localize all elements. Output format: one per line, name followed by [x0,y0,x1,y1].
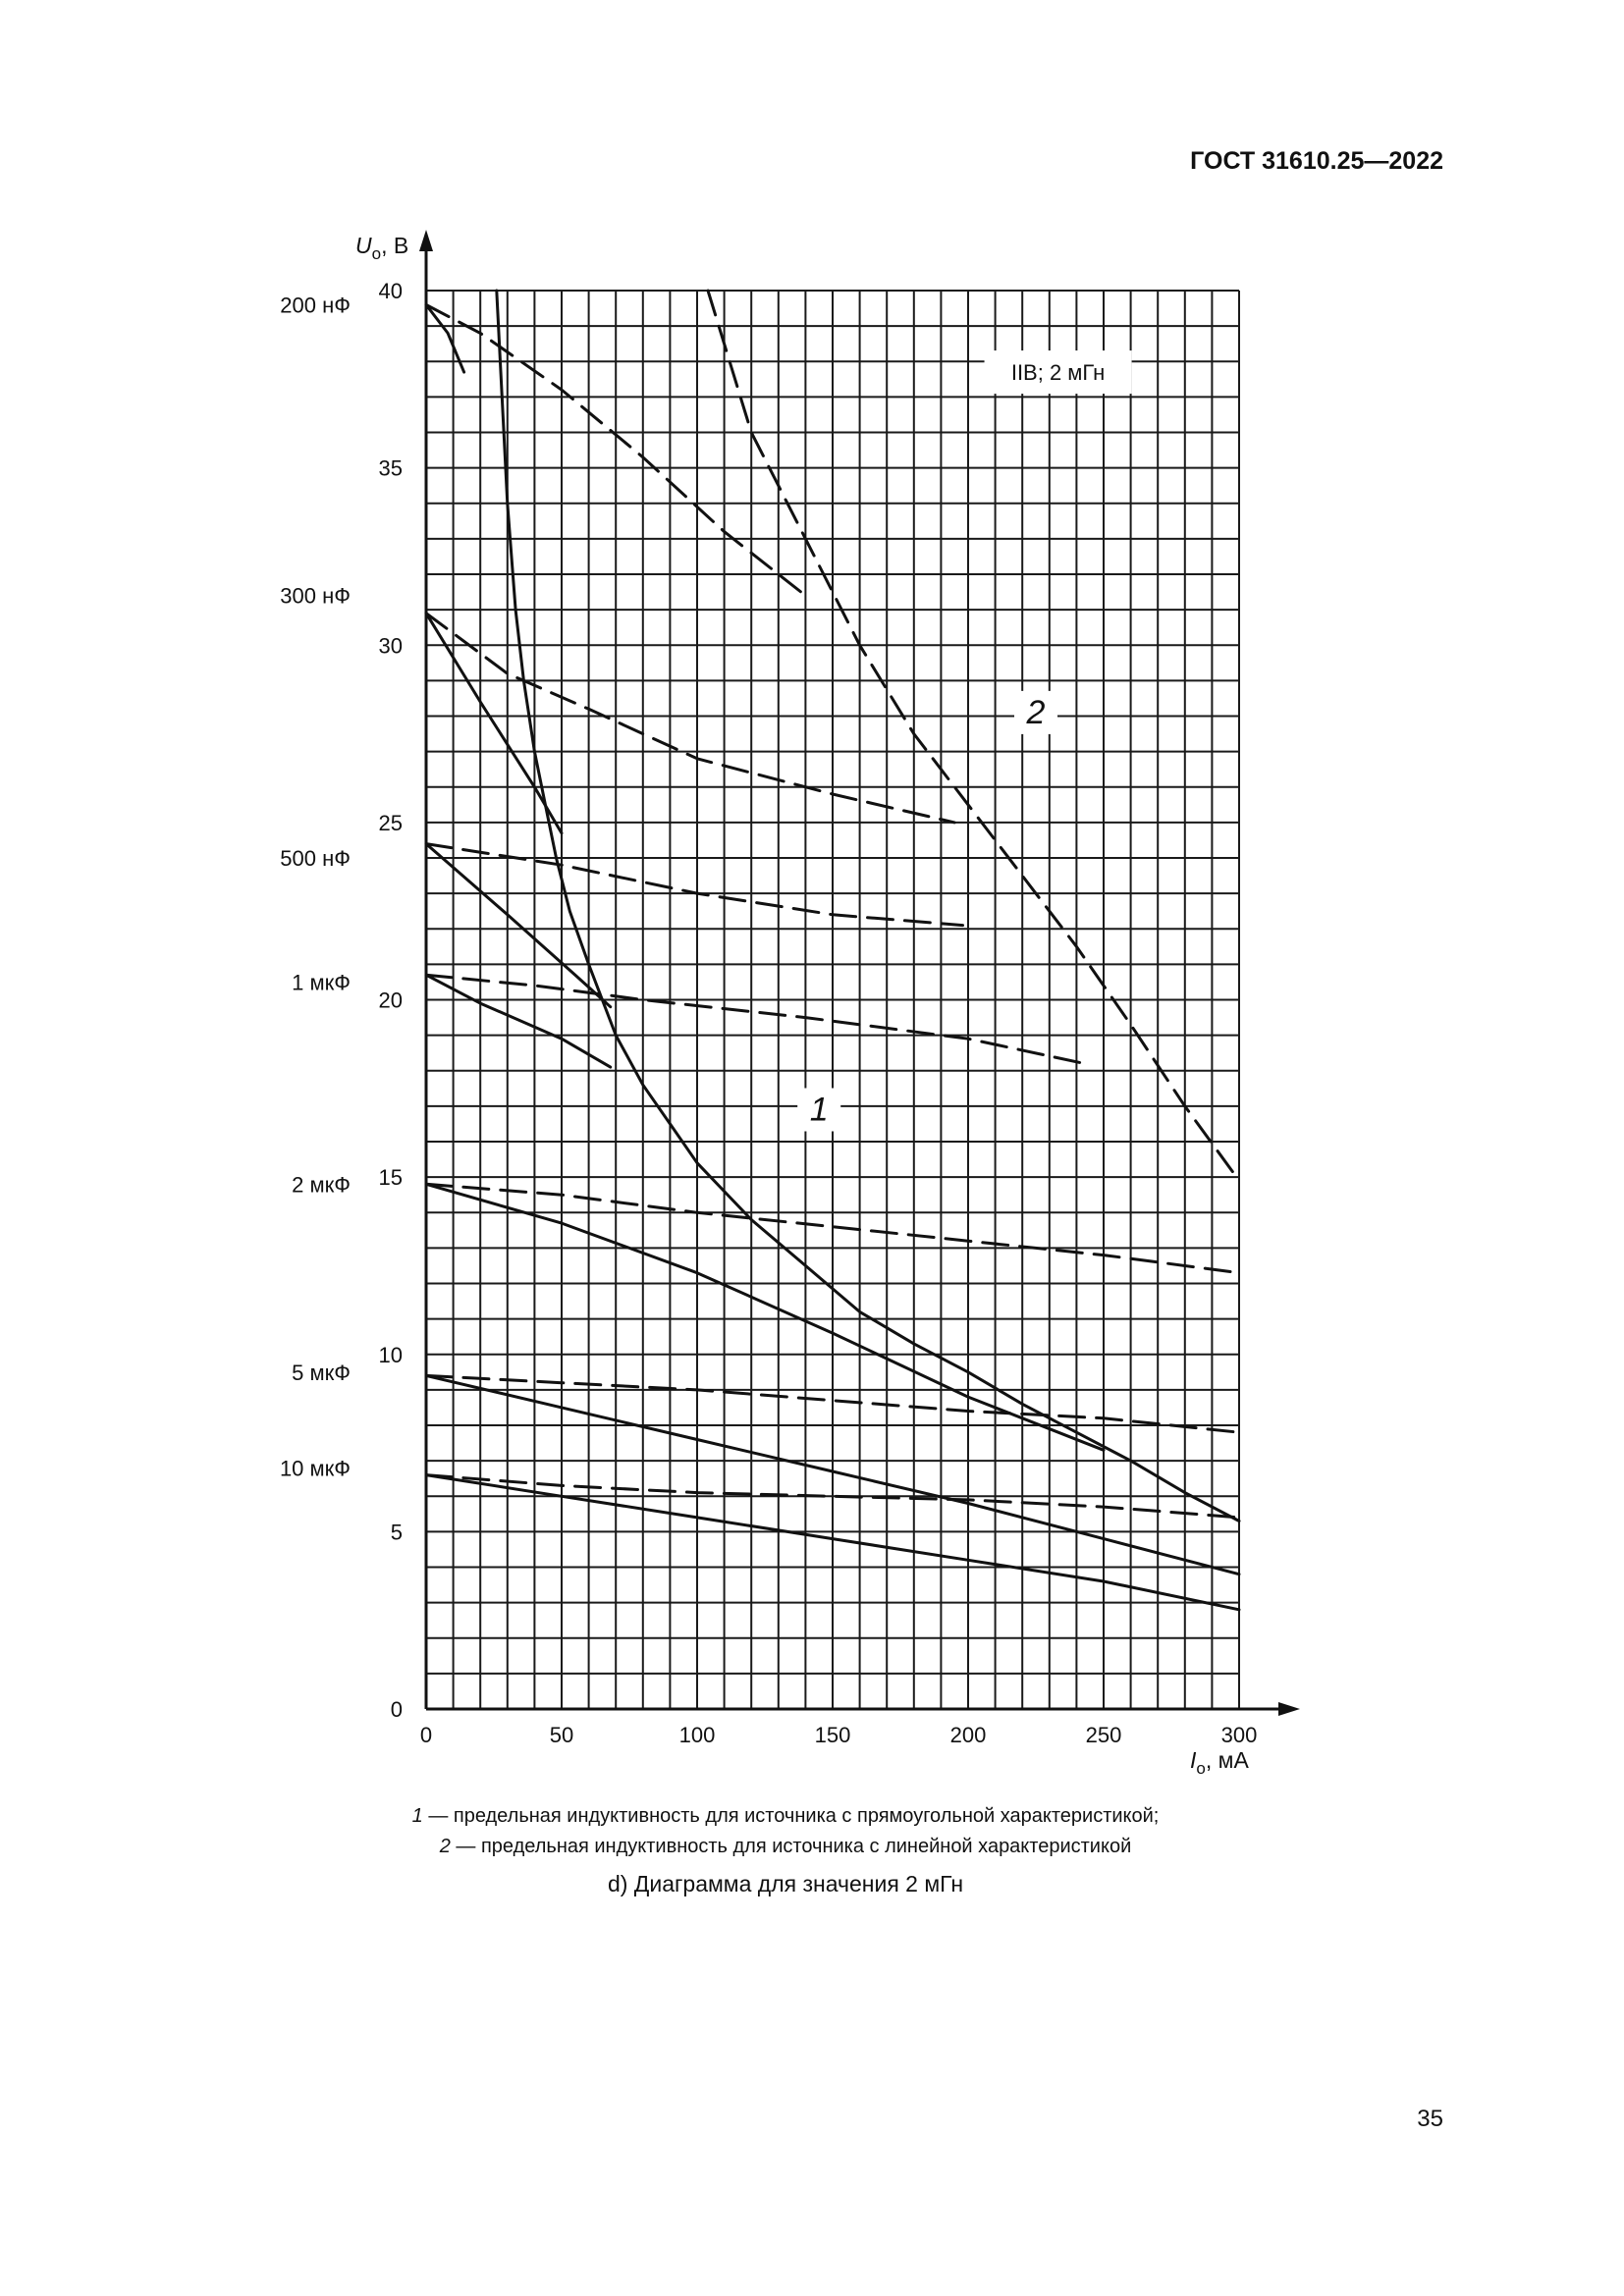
series-curve-2 [708,291,1239,1181]
x-axis-title: $I_o$, мА [1190,1747,1249,1778]
curve-label: 1 [809,1091,829,1129]
capacitance-label: 500 нФ [280,846,351,871]
y-tick-label: 5 [390,1520,403,1545]
x-tick-label: 150 [814,1723,851,1747]
y-tick-label: 30 [378,633,403,659]
legend-item-2 [295,1832,1276,1862]
y-axis-arrow-icon [419,230,433,251]
y-tick-label: 40 [378,279,403,303]
series-curve-1 [497,291,1239,1522]
series-line-2 [426,614,562,833]
series-line-8 [426,1184,1104,1450]
capacitance-label: 2 мкФ [292,1172,351,1198]
page-number: 35 [1417,2106,1443,2132]
capacitance-label: 300 нФ [280,583,351,609]
x-tick-label: 0 [419,1723,433,1747]
y-tick-label: 25 [378,810,403,835]
box-label: IIB; 2 мГн [1010,360,1106,386]
capacitance-label: 10 мкФ [279,1456,351,1481]
x-tick-label: 100 [678,1723,716,1747]
legend-item-1 [295,1801,1276,1832]
x-tick-label: 50 [549,1723,574,1747]
legend-item-1-number: 1 [411,1805,423,1827]
y-tick-label: 15 [378,1165,403,1191]
legend-item-2-number: 2 [439,1836,451,1857]
y-axis-title: $U_o$, В [355,233,409,263]
y-tick-label: 0 [390,1697,403,1722]
x-tick-label: 200 [949,1723,987,1747]
chart-grid [426,291,1239,1709]
legend-item-2-text: — предельная индуктивность для источника с линейной характеристикой [450,1836,1132,1857]
curve-label: 2 [1026,693,1046,731]
y-tick-label: 10 [378,1342,403,1367]
chart-legend [295,1801,1276,1862]
capacitance-label: 1 мкФ [292,970,351,995]
x-tick-label: 300 [1220,1723,1258,1747]
document-header: ГОСТ 31610.25—2022 [1190,147,1443,175]
chart-caption: d) Диаграмма для значения 2 мГн [607,1871,964,1896]
x-tick-label: 250 [1085,1723,1122,1747]
capacitance-label: 5 мкФ [292,1360,351,1385]
y-tick-label: 35 [378,455,403,481]
capacitance-label: 200 нФ [280,293,351,318]
x-axis-arrow-icon [1278,1702,1300,1716]
legend-item-1-text: — предельная индуктивность для источника с прямоугольной характеристикой; [422,1805,1160,1827]
y-tick-label: 20 [378,988,403,1013]
series-line-7 [426,975,1085,1063]
